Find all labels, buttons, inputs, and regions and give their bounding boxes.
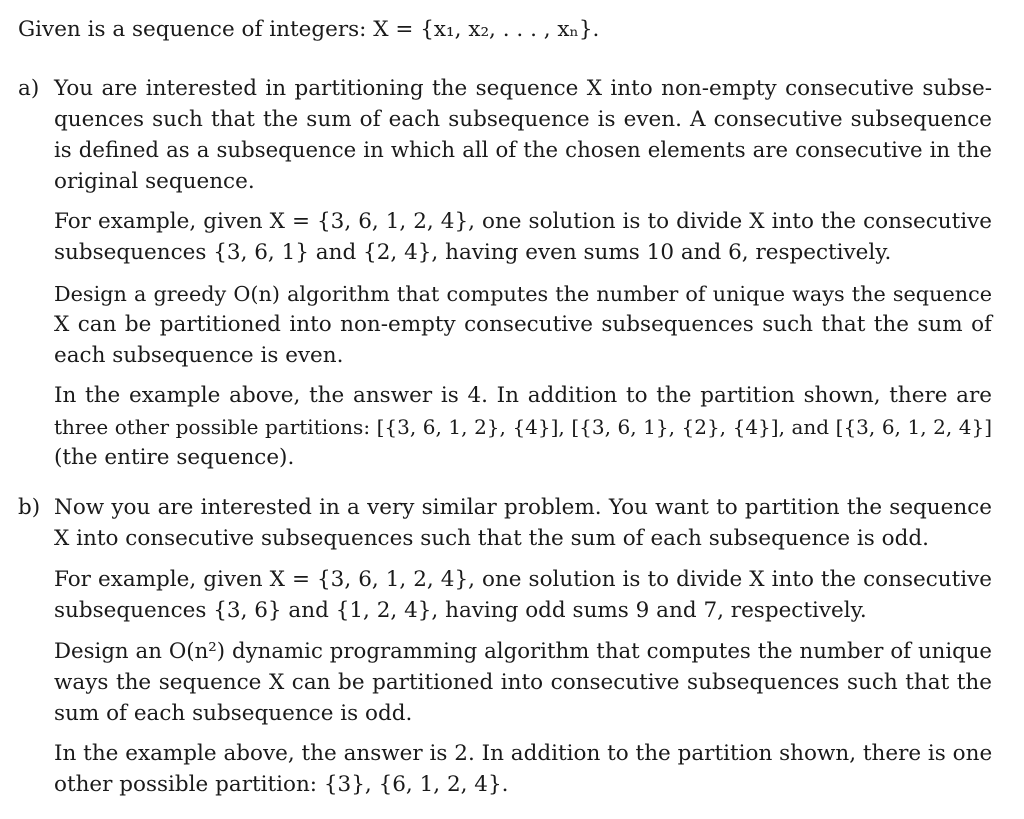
part-b-label: b) [18,495,41,520]
part-a-p4-line3: (the entire sequence). [54,445,295,470]
part-a-p2-line2: subsequences {3, 6, 1} and {2, 4}, having even sums 10 and 6, respectively. [54,240,892,265]
part-a-p4-line1: In the example above, the answer is 4. In addition to the partition shown, there are [54,383,992,408]
part-b-p3-line1: Design an O(n²) dynamic programming algorithm that computes the number of unique [54,639,992,664]
part-b-p2-line2: subsequences {3, 6} and {1, 2, 4}, having odd sums 9 and 7, respectively. [54,598,867,623]
part-b-p1-line2: X into consecutive subsequences such that the sum of each subsequence is odd. [54,526,929,551]
part-a-label: a) [18,76,40,101]
part-b-p3-line3: sum of each subsequence is odd. [54,701,413,726]
part-b-p2-line1: For example, given X = {3, 6, 1, 2, 4}, one solution is to divide X into the consecutive [54,567,992,592]
part-a-p1-line1: You are interested in partitioning the sequence X into non-empty consecutive subse- [54,76,992,101]
part-a-p3-line1: Design a greedy O(n) algorithm that computes the number of unique ways the sequence [54,282,992,306]
part-a-p1-line4: original sequence. [54,169,255,194]
part-a-p1-line3: is defined as a subsequence in which all of the chosen elements are consecutive in the [54,138,992,163]
part-a-p3-line2: X can be partitioned into non-empty consecutive subsequences such that the sum of [54,312,992,337]
part-a-p3-line3: each subsequence is even. [54,343,344,368]
part-b-p1-line1: Now you are interested in a very similar problem. You want to partition the sequence [54,495,992,520]
part-b-p4-line1: In the example above, the answer is 2. In addition to the partition shown, there is one [54,741,993,766]
part-b-p4-line2: other possible partition: {3}, {6, 1, 2, 4}. [54,772,509,797]
part-a-p4-line2: three other possible partitions: [{3, 6, 1, 2}, {4}], [{3, 6, 1}, {2}, {4}], and [{3, 6, 1, 2, 4}] [54,415,992,439]
part-a-p2-line1: For example, given X = {3, 6, 1, 2, 4}, one solution is to divide X into the consecutive [54,209,992,234]
intro-text: Given is a sequence of integers: X = {x₁, x₂, . . . , xₙ}. [18,17,600,42]
part-b-p3-line2: ways the sequence X can be partitioned into consecutive subsequences such that the [54,670,992,695]
part-a-p1-line2: quences such that the sum of each subsequence is even. A consecutive subsequence [54,107,992,132]
